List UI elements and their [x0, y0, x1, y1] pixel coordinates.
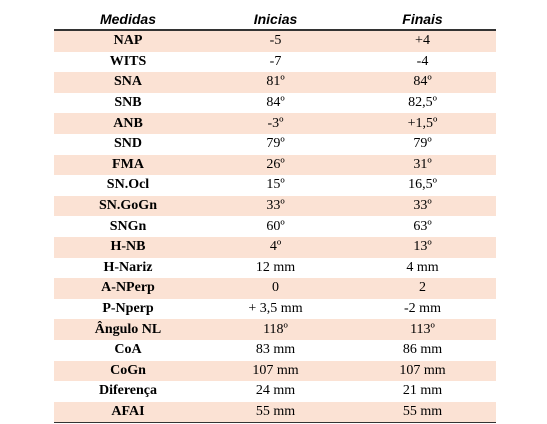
- cell-measure: CoA: [54, 340, 202, 361]
- cell-final: 2: [349, 278, 496, 299]
- cell-final: 84º: [349, 72, 496, 93]
- cell-measure: H-NB: [54, 237, 202, 258]
- cell-measure: SNGn: [54, 216, 202, 237]
- cell-final: 79º: [349, 134, 496, 155]
- cell-measure: FMA: [54, 155, 202, 176]
- cell-initial: 118º: [202, 319, 349, 340]
- cell-measure: SN.GoGn: [54, 196, 202, 217]
- header-medidas: Medidas: [54, 8, 202, 30]
- cell-measure: CoGn: [54, 361, 202, 382]
- table-row: [54, 216, 496, 237]
- cell-final: 113º: [349, 319, 496, 340]
- header-finais: Finais: [349, 8, 496, 30]
- cell-final: 4 mm: [349, 258, 496, 279]
- cell-final: 13º: [349, 237, 496, 258]
- measurements-table-container: [54, 8, 496, 423]
- cell-initial: 83 mm: [202, 340, 349, 361]
- cell-final: 63º: [349, 216, 496, 237]
- cell-initial: 84º: [202, 93, 349, 114]
- table-row: [54, 196, 496, 217]
- cell-initial: 81º: [202, 72, 349, 93]
- cell-final: -4: [349, 52, 496, 73]
- cell-final: +1,5º: [349, 113, 496, 134]
- cell-final: -2 mm: [349, 299, 496, 320]
- cell-initial: 4º: [202, 237, 349, 258]
- table-row: [54, 72, 496, 93]
- table-row: [54, 52, 496, 73]
- cell-measure: H-Nariz: [54, 258, 202, 279]
- cell-initial: 60º: [202, 216, 349, 237]
- cell-measure: P-Nperp: [54, 299, 202, 320]
- cell-initial: 15º: [202, 175, 349, 196]
- cell-final: +4: [349, 30, 496, 52]
- cell-measure: ANB: [54, 113, 202, 134]
- table-row: [54, 93, 496, 114]
- cell-final: 55 mm: [349, 402, 496, 423]
- cell-initial: 24 mm: [202, 381, 349, 402]
- cell-measure: WITS: [54, 52, 202, 73]
- header-inicias: Inicias: [202, 8, 349, 30]
- cell-final: 31º: [349, 155, 496, 176]
- cell-initial: 26º: [202, 155, 349, 176]
- table-row: [54, 402, 496, 423]
- table-row: [54, 381, 496, 402]
- cell-measure: A-NPerp: [54, 278, 202, 299]
- cell-measure: SNA: [54, 72, 202, 93]
- cell-measure: SNB: [54, 93, 202, 114]
- table-row: [54, 237, 496, 258]
- cell-measure: Ângulo NL: [54, 319, 202, 340]
- table-row: [54, 30, 496, 52]
- table-row: [54, 319, 496, 340]
- measurements-table: [54, 8, 496, 423]
- cell-final: 107 mm: [349, 361, 496, 382]
- cell-final: 86 mm: [349, 340, 496, 361]
- cell-initial: 33º: [202, 196, 349, 217]
- table-row: [54, 134, 496, 155]
- table-row: [54, 361, 496, 382]
- table-row: [54, 340, 496, 361]
- cell-final: 33º: [349, 196, 496, 217]
- cell-measure: Diferença: [54, 381, 202, 402]
- cell-initial: + 3,5 mm: [202, 299, 349, 320]
- cell-initial: 55 mm: [202, 402, 349, 423]
- table-body: [54, 30, 496, 423]
- table-row: [54, 155, 496, 176]
- table-row: [54, 175, 496, 196]
- cell-measure: SND: [54, 134, 202, 155]
- cell-initial: 107 mm: [202, 361, 349, 382]
- cell-final: 21 mm: [349, 381, 496, 402]
- cell-final: 16,5º: [349, 175, 496, 196]
- table-header: [54, 8, 496, 30]
- table-row: [54, 113, 496, 134]
- cell-initial: 12 mm: [202, 258, 349, 279]
- table-row: [54, 278, 496, 299]
- cell-initial: -7: [202, 52, 349, 73]
- table-row: [54, 258, 496, 279]
- cell-measure: SN.Ocl: [54, 175, 202, 196]
- cell-measure: NAP: [54, 30, 202, 52]
- cell-final: 82,5º: [349, 93, 496, 114]
- cell-initial: 0: [202, 278, 349, 299]
- cell-measure: AFAI: [54, 402, 202, 423]
- header-row: [54, 8, 496, 30]
- cell-initial: 79º: [202, 134, 349, 155]
- cell-initial: -5: [202, 30, 349, 52]
- cell-initial: -3º: [202, 113, 349, 134]
- table-row: [54, 299, 496, 320]
